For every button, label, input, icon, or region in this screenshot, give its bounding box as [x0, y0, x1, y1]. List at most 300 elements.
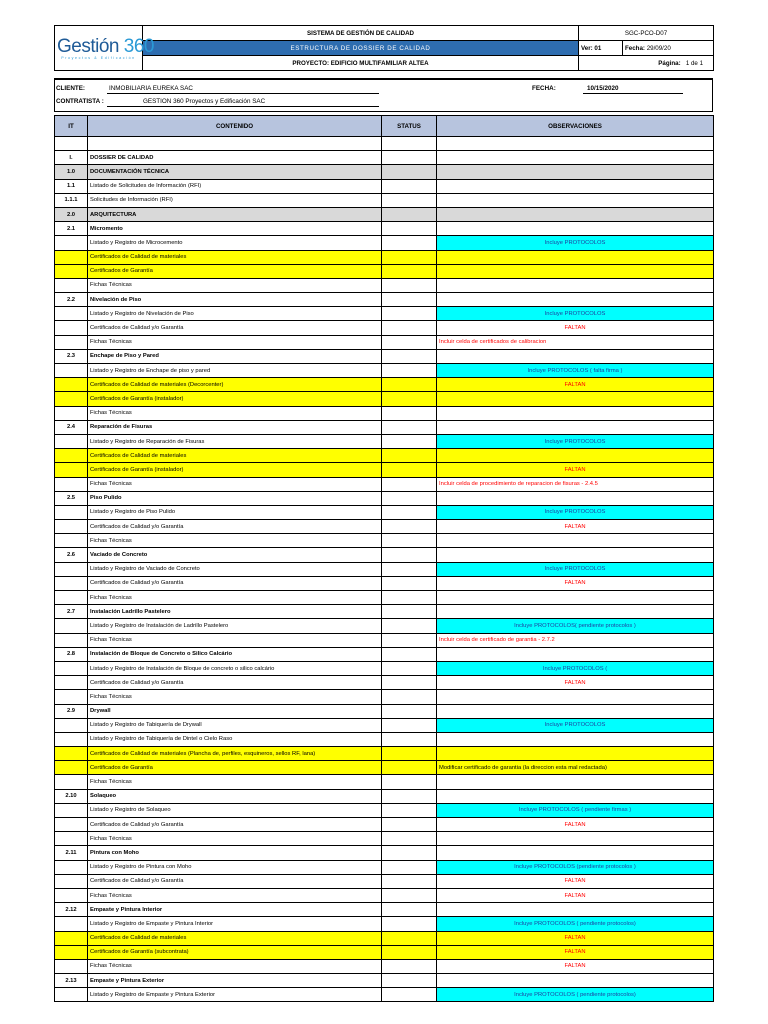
row-status-cell	[382, 378, 437, 392]
row-it-cell	[55, 732, 88, 746]
cliente-value: INMOBILIARIA EUREKA SAC	[109, 85, 193, 92]
row-observation-cell	[437, 548, 714, 562]
row-observation-cell	[437, 846, 714, 860]
row-observation-cell: Incluye PROTOCOLOS (	[437, 661, 714, 675]
row-status-cell	[382, 406, 437, 420]
row-status-cell	[382, 676, 437, 690]
row-status-cell	[382, 747, 437, 761]
table-row	[55, 491, 714, 505]
row-content-cell: Certificados de Calidad de materiales (Decorcenter)	[88, 378, 382, 392]
row-status-cell	[382, 193, 437, 207]
row-it-cell	[55, 477, 88, 491]
row-content-cell: Certificados de Garantía (instalador)	[88, 463, 382, 477]
row-content-cell: Certificados de Calidad y/o Garantía	[88, 676, 382, 690]
row-it-cell	[55, 392, 88, 406]
row-observation-cell: FALTAN	[437, 959, 714, 973]
row-content-cell: Certificados de Calidad de materiales	[88, 449, 382, 463]
table-row	[55, 690, 714, 704]
row-content-cell: DOSSIER DE CALIDAD	[88, 151, 382, 165]
row-observation-cell	[437, 832, 714, 846]
row-content-cell: Micromento	[88, 222, 382, 236]
row-content-cell: Empaste y Pintura Interior	[88, 903, 382, 917]
table-row	[55, 193, 714, 207]
row-status-cell	[382, 591, 437, 605]
row-it-cell	[55, 137, 88, 151]
row-it-cell: 2.4	[55, 420, 88, 434]
row-it-cell: 2.8	[55, 647, 88, 661]
table-row	[55, 293, 714, 307]
row-status-cell	[382, 307, 437, 321]
row-it-cell: 2.6	[55, 548, 88, 562]
table-row	[55, 222, 714, 236]
row-observation-cell: Incluir celda de procedimiento de reparacion de fisuras - 2.4.5	[437, 477, 714, 491]
table-row	[55, 548, 714, 562]
row-observation-cell	[437, 491, 714, 505]
row-content-cell: Fichas Técnicas	[88, 477, 382, 491]
row-status-cell	[382, 917, 437, 931]
table-header-row	[55, 116, 714, 137]
row-observation-cell: Modificar certificado de garantia (la direccion esta mal redactada)	[437, 761, 714, 775]
row-it-cell	[55, 988, 88, 1002]
table-row	[55, 151, 714, 165]
column-header-status: STATUS	[382, 116, 437, 137]
table-row	[55, 165, 714, 179]
row-it-cell	[55, 562, 88, 576]
table-row	[55, 775, 714, 789]
row-content-cell	[88, 137, 382, 151]
table-row	[55, 520, 714, 534]
table-row	[55, 420, 714, 434]
table-row	[55, 874, 714, 888]
table-row	[55, 931, 714, 945]
row-it-cell: 2.10	[55, 789, 88, 803]
row-it-cell	[55, 690, 88, 704]
table-row	[55, 860, 714, 874]
row-status-cell	[382, 264, 437, 278]
row-it-cell	[55, 236, 88, 250]
document-code: SGC-PCO-D07	[579, 26, 714, 41]
row-content-cell: Fichas Técnicas	[88, 959, 382, 973]
table-row	[55, 335, 714, 349]
row-it-cell	[55, 307, 88, 321]
row-content-cell: Certificados de Calidad de materiales	[88, 250, 382, 264]
row-content-cell: Certificados de Calidad y/o Garantía	[88, 576, 382, 590]
row-observation-cell: FALTAN	[437, 576, 714, 590]
row-it-cell	[55, 505, 88, 519]
row-observation-cell	[437, 349, 714, 363]
row-content-cell: Instalación Ladrillo Pastelero	[88, 605, 382, 619]
row-observation-cell	[437, 704, 714, 718]
row-observation-cell	[437, 151, 714, 165]
table-row	[55, 676, 714, 690]
row-it-cell: I.	[55, 151, 88, 165]
table-row	[55, 236, 714, 250]
row-it-cell	[55, 406, 88, 420]
row-content-cell: Fichas Técnicas	[88, 888, 382, 902]
row-it-cell	[55, 676, 88, 690]
table-row	[55, 818, 714, 832]
row-status-cell	[382, 832, 437, 846]
row-it-cell	[55, 803, 88, 817]
column-header-contenido: CONTENIDO	[88, 116, 382, 137]
row-it-cell: 1.1.1	[55, 193, 88, 207]
row-status-cell	[382, 449, 437, 463]
row-content-cell: Listado y Registro de Tabiquería de Dintel o Cielo Raso	[88, 732, 382, 746]
row-it-cell: 1.0	[55, 165, 88, 179]
table-row	[55, 378, 714, 392]
row-observation-cell	[437, 775, 714, 789]
row-status-cell	[382, 179, 437, 193]
row-it-cell	[55, 959, 88, 973]
row-status-cell	[382, 420, 437, 434]
row-observation-cell	[437, 406, 714, 420]
row-it-cell	[55, 832, 88, 846]
row-status-cell	[382, 207, 437, 221]
version-label: Ver: 01	[579, 41, 623, 56]
row-status-cell	[382, 505, 437, 519]
table-row	[55, 789, 714, 803]
table-row	[55, 888, 714, 902]
table-row	[55, 959, 714, 973]
row-observation-cell: FALTAN	[437, 888, 714, 902]
row-status-cell	[382, 718, 437, 732]
system-title: SISTEMA DE GESTIÓN DE CALIDAD	[143, 26, 579, 41]
row-observation-cell	[437, 250, 714, 264]
row-observation-cell: Incluye PROTOCOLOS	[437, 236, 714, 250]
row-content-cell: Nivelación de Piso	[88, 293, 382, 307]
row-observation-cell	[437, 534, 714, 548]
row-content-cell: Certificados de Garantía (instalador)	[88, 392, 382, 406]
fecha-underline	[583, 93, 683, 94]
row-status-cell	[382, 988, 437, 1002]
row-status-cell	[382, 293, 437, 307]
cliente-label: CLIENTE:	[56, 85, 86, 92]
row-content-cell: Fichas Técnicas	[88, 534, 382, 548]
row-it-cell: 2.1	[55, 222, 88, 236]
row-content-cell: Vaciado de Concreto	[88, 548, 382, 562]
table-row	[55, 988, 714, 1002]
row-content-cell: Fichas Técnicas	[88, 775, 382, 789]
table-row	[55, 534, 714, 548]
row-observation-cell: Incluye PROTOCOLOS ( pendiente firmas )	[437, 803, 714, 817]
row-observation-cell	[437, 278, 714, 292]
row-it-cell	[55, 591, 88, 605]
row-observation-cell: FALTAN	[437, 931, 714, 945]
row-observation-cell	[437, 747, 714, 761]
row-observation-cell	[437, 732, 714, 746]
row-content-cell: Certificados de Calidad de materiales	[88, 931, 382, 945]
row-status-cell	[382, 222, 437, 236]
row-status-cell	[382, 661, 437, 675]
table-row	[55, 392, 714, 406]
row-observation-cell	[437, 420, 714, 434]
row-status-cell	[382, 137, 437, 151]
row-content-cell: Listado y Registro de Instalación de Bloque de concreto o silico calcário	[88, 661, 382, 675]
row-status-cell	[382, 250, 437, 264]
row-observation-cell: FALTAN	[437, 818, 714, 832]
row-content-cell: Certificados de Garantía	[88, 264, 382, 278]
row-content-cell: DOCUMENTACIÓN TÉCNICA	[88, 165, 382, 179]
row-status-cell	[382, 576, 437, 590]
row-content-cell: Drywall	[88, 704, 382, 718]
row-status-cell	[382, 434, 437, 448]
row-status-cell	[382, 534, 437, 548]
row-observation-cell: Incluir celda de certificado de garantia - 2.7.2	[437, 633, 714, 647]
table-row	[55, 562, 714, 576]
row-it-cell: 2.7	[55, 605, 88, 619]
row-observation-cell: Incluye PROTOCOLOS	[437, 434, 714, 448]
row-observation-cell	[437, 974, 714, 988]
table-row	[55, 449, 714, 463]
table-row	[55, 250, 714, 264]
table-row	[55, 605, 714, 619]
row-status-cell	[382, 732, 437, 746]
header-date: Fecha: 29/09/20	[623, 41, 714, 56]
row-it-cell	[55, 576, 88, 590]
row-status-cell	[382, 491, 437, 505]
table-row	[55, 434, 714, 448]
table-row	[55, 974, 714, 988]
row-content-cell: Solaqueo	[88, 789, 382, 803]
table-row	[55, 647, 714, 661]
row-observation-cell	[437, 293, 714, 307]
project-title: PROYECTO: EDIFICIO MULTIFAMILIAR ALTEA	[143, 56, 579, 71]
row-content-cell: ARQUITECTURA	[88, 207, 382, 221]
row-content-cell: Certificados de Calidad y/o Garantía	[88, 321, 382, 335]
row-status-cell	[382, 548, 437, 562]
row-content-cell: Enchape de Piso y Pared	[88, 349, 382, 363]
row-status-cell	[382, 903, 437, 917]
row-content-cell: Listado y Registro de Empaste y Pintura Interior	[88, 917, 382, 931]
page-indicator: Página: 1 de 1	[579, 56, 714, 71]
row-observation-cell	[437, 647, 714, 661]
table-row	[55, 846, 714, 860]
row-observation-cell: FALTAN	[437, 463, 714, 477]
row-it-cell	[55, 761, 88, 775]
row-content-cell: Fichas Técnicas	[88, 591, 382, 605]
row-it-cell	[55, 250, 88, 264]
row-it-cell	[55, 818, 88, 832]
row-it-cell: 2.11	[55, 846, 88, 860]
row-it-cell	[55, 264, 88, 278]
row-observation-cell: Incluye PROTOCOLOS ( pendiente protocolos)	[437, 917, 714, 931]
table-row	[55, 704, 714, 718]
row-it-cell: 2.2	[55, 293, 88, 307]
row-observation-cell	[437, 193, 714, 207]
table-row	[55, 406, 714, 420]
row-it-cell	[55, 534, 88, 548]
row-observation-cell	[437, 449, 714, 463]
table-row	[55, 278, 714, 292]
table-row	[55, 207, 714, 221]
row-it-cell	[55, 335, 88, 349]
row-status-cell	[382, 888, 437, 902]
structure-title: ESTRUCTURA DE DOSSIER DE CALIDAD	[143, 41, 579, 56]
fecha-value: 10/15/2020	[587, 85, 619, 92]
row-content-cell: Listado y Registro de Tabiquería de Drywall	[88, 718, 382, 732]
row-status-cell	[382, 846, 437, 860]
row-content-cell: Listado y Registro de Reparación de Fisuras	[88, 434, 382, 448]
row-status-cell	[382, 931, 437, 945]
row-observation-cell: Incluye PROTOCOLOS	[437, 505, 714, 519]
table-row	[55, 477, 714, 491]
table-row	[55, 591, 714, 605]
row-it-cell: 2.12	[55, 903, 88, 917]
row-content-cell: Fichas Técnicas	[88, 278, 382, 292]
row-observation-cell	[437, 903, 714, 917]
dossier-table	[54, 115, 714, 1002]
row-observation-cell	[437, 789, 714, 803]
row-content-cell: Certificados de Calidad y/o Garantía	[88, 520, 382, 534]
table-row	[55, 633, 714, 647]
row-content-cell: Fichas Técnicas	[88, 690, 382, 704]
row-content-cell: Listado y Registro de Enchape de piso y pared	[88, 364, 382, 378]
table-row	[55, 307, 714, 321]
row-observation-cell: Incluye PROTOCOLOS( pendiente protocolos )	[437, 619, 714, 633]
row-observation-cell: FALTAN	[437, 676, 714, 690]
table-row	[55, 732, 714, 746]
row-status-cell	[382, 477, 437, 491]
row-content-cell: Empaste y Pintura Exterior	[88, 974, 382, 988]
row-observation-cell	[437, 165, 714, 179]
table-row	[55, 803, 714, 817]
row-status-cell	[382, 803, 437, 817]
row-status-cell	[382, 619, 437, 633]
row-observation-cell	[437, 605, 714, 619]
column-header-it: IT	[55, 116, 88, 137]
row-it-cell	[55, 278, 88, 292]
row-observation-cell: FALTAN	[437, 945, 714, 959]
row-it-cell	[55, 718, 88, 732]
row-it-cell: 2.3	[55, 349, 88, 363]
row-it-cell	[55, 860, 88, 874]
row-content-cell: Certificados de Calidad y/o Garantía	[88, 818, 382, 832]
table-row	[55, 505, 714, 519]
row-status-cell	[382, 321, 437, 335]
row-it-cell	[55, 945, 88, 959]
table-row	[55, 364, 714, 378]
row-status-cell	[382, 335, 437, 349]
row-content-cell: Listado y Registro de Nivelación de Piso	[88, 307, 382, 321]
row-observation-cell: Incluye PROTOCOLOS	[437, 307, 714, 321]
row-content-cell: Fichas Técnicas	[88, 335, 382, 349]
row-content-cell: Listado y Registro de Instalación de Ladrillo Pastelero	[88, 619, 382, 633]
table-row	[55, 137, 714, 151]
table-row	[55, 917, 714, 931]
row-content-cell: Reparación de Fisuras	[88, 420, 382, 434]
table-row	[55, 832, 714, 846]
row-content-cell: Fichas Técnicas	[88, 633, 382, 647]
table-row	[55, 661, 714, 675]
table-row	[55, 761, 714, 775]
row-content-cell: Listado y Registro de Vaciado de Concreto	[88, 562, 382, 576]
row-observation-cell: Incluir celda de certificados de calibracion	[437, 335, 714, 349]
cliente-underline	[107, 93, 379, 94]
row-observation-cell: Incluye PROTOCOLOS ( falta firma )	[437, 364, 714, 378]
row-content-cell: Instalación de Bloque de Concreto o Silico Calcário	[88, 647, 382, 661]
row-it-cell	[55, 633, 88, 647]
fecha-label: FECHA:	[532, 85, 556, 92]
row-it-cell	[55, 917, 88, 931]
row-observation-cell	[437, 264, 714, 278]
row-observation-cell	[437, 207, 714, 221]
row-status-cell	[382, 165, 437, 179]
contratista-underline	[107, 106, 379, 107]
contratista-value: GESTION 360 Proyectos y Edificación SAC	[143, 98, 266, 105]
row-status-cell	[382, 818, 437, 832]
row-observation-cell: Incluye PROTOCOLOS	[437, 718, 714, 732]
row-observation-cell	[437, 222, 714, 236]
table-row	[55, 945, 714, 959]
client-info	[54, 78, 713, 112]
row-content-cell: Piso Pulido	[88, 491, 382, 505]
row-status-cell	[382, 775, 437, 789]
row-status-cell	[382, 860, 437, 874]
row-status-cell	[382, 974, 437, 988]
row-it-cell	[55, 775, 88, 789]
row-observation-cell: Incluye PROTOCOLOS ( pendiente protocolos)	[437, 988, 714, 1002]
row-it-cell	[55, 619, 88, 633]
row-status-cell	[382, 633, 437, 647]
table-row	[55, 463, 714, 477]
row-it-cell	[55, 378, 88, 392]
row-status-cell	[382, 690, 437, 704]
contratista-label: CONTRATISTA :	[56, 98, 104, 105]
row-status-cell	[382, 605, 437, 619]
row-it-cell	[55, 520, 88, 534]
table-row	[55, 718, 714, 732]
row-status-cell	[382, 236, 437, 250]
row-it-cell: 2.13	[55, 974, 88, 988]
row-status-cell	[382, 945, 437, 959]
row-it-cell: 2.5	[55, 491, 88, 505]
row-observation-cell	[437, 137, 714, 151]
row-it-cell	[55, 364, 88, 378]
row-status-cell	[382, 364, 437, 378]
row-status-cell	[382, 278, 437, 292]
row-status-cell	[382, 520, 437, 534]
row-content-cell: Listado y Registro de Microcemento	[88, 236, 382, 250]
document-header	[54, 25, 714, 71]
row-observation-cell	[437, 392, 714, 406]
row-status-cell	[382, 647, 437, 661]
row-content-cell: Listado de Solicitudes de Información (RFI)	[88, 179, 382, 193]
row-observation-cell: FALTAN	[437, 520, 714, 534]
column-header-observaciones: OBSERVACIONES	[437, 116, 714, 137]
table-row	[55, 349, 714, 363]
row-it-cell	[55, 661, 88, 675]
row-observation-cell	[437, 690, 714, 704]
table-row	[55, 321, 714, 335]
company-logo: Gestión 360 Proyectos & Edificación	[55, 26, 143, 71]
row-observation-cell: FALTAN	[437, 378, 714, 392]
table-row	[55, 264, 714, 278]
row-it-cell	[55, 321, 88, 335]
table-row	[55, 903, 714, 917]
row-content-cell: Solicitudes de Información (RFI)	[88, 193, 382, 207]
row-it-cell	[55, 747, 88, 761]
row-observation-cell	[437, 591, 714, 605]
row-observation-cell: FALTAN	[437, 321, 714, 335]
table-body	[55, 137, 714, 1002]
row-status-cell	[382, 959, 437, 973]
row-content-cell: Certificados de Garantía (subcontrata)	[88, 945, 382, 959]
row-content-cell: Certificados de Calidad y/o Garantía	[88, 874, 382, 888]
row-observation-cell: Incluye PROTOCOLOS (pendiente protocolos )	[437, 860, 714, 874]
row-it-cell	[55, 931, 88, 945]
row-status-cell	[382, 349, 437, 363]
table-row	[55, 619, 714, 633]
